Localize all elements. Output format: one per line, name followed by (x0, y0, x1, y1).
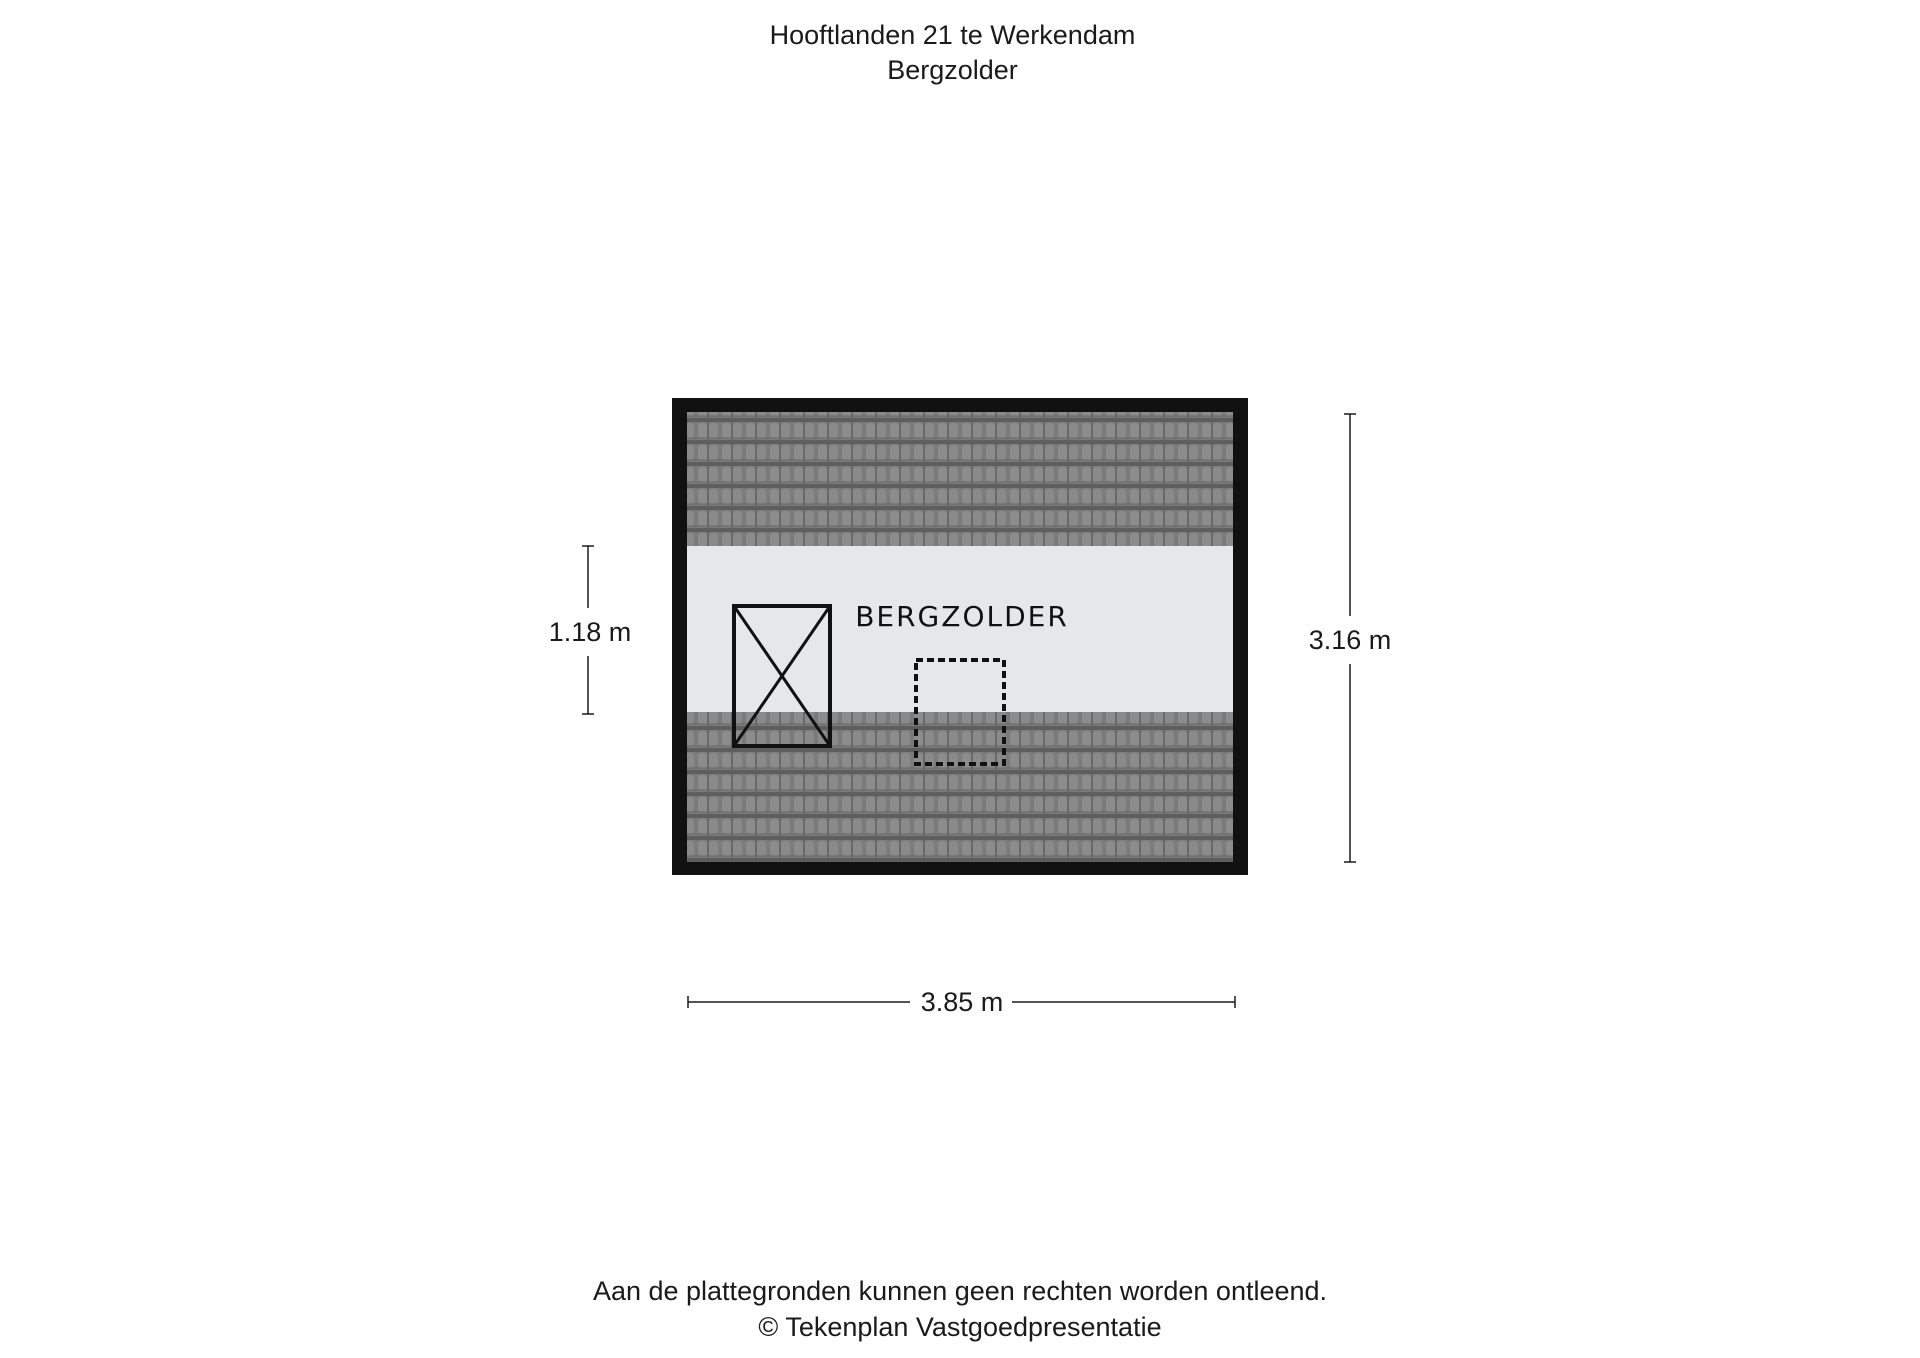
dimension-width-label: 3.85 m (920, 987, 1004, 1017)
address-title: Hooftlanden 21 te Werkendam (769, 20, 1136, 50)
floor-subtitle: Bergzolder (887, 55, 1018, 85)
dimension-headroom-label: 1.18 m (548, 617, 632, 647)
copyright-text: © Tekenplan Vastgoedpresentatie (758, 1312, 1162, 1342)
roof-tiles-top (687, 412, 1233, 546)
room-label: BERGZOLDER (855, 600, 1069, 633)
dimension-depth-label: 3.16 m (1308, 625, 1392, 655)
plan-footer (0, 1273, 1920, 1345)
disclaimer-text: Aan de plattegronden kunnen geen rechten worden ontleend. (592, 1276, 1328, 1306)
roof-tiles-bottom (687, 712, 1233, 862)
